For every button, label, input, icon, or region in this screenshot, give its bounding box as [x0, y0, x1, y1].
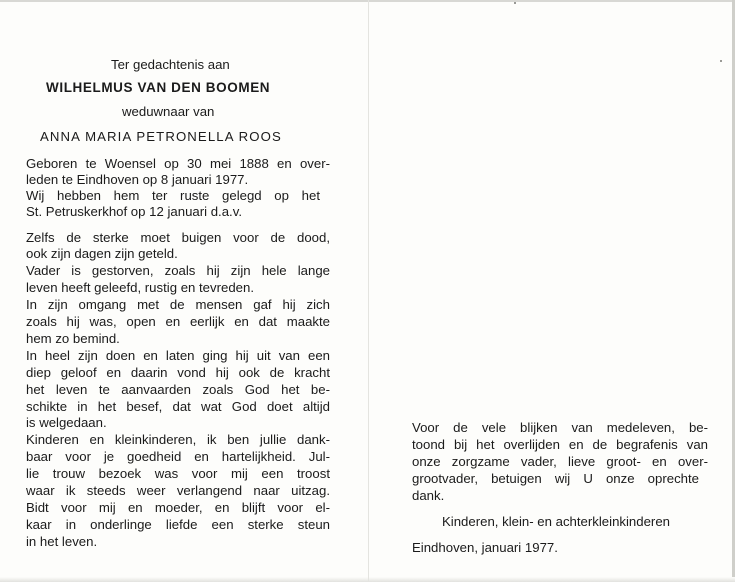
bio-line: Wij hebben hem ter ruste gelegd op het	[26, 188, 320, 203]
tribute-line: het leven te aanvaarden zoals God het be-	[26, 382, 330, 397]
place-date: Eindhoven, januari 1977.	[412, 540, 558, 555]
tribute-line: kaar in onderlinge liefde een sterke steun	[26, 517, 330, 532]
tribute-line: baar voor je goedheid en hartelijkheid. Jul-	[26, 449, 330, 464]
tribute-line: zoals hij was, open en eerlijk en dat maakte	[26, 314, 330, 329]
tribute-line: ook zijn dagen zijn geteld.	[26, 246, 178, 261]
tribute-line: In zijn omgang met de mensen gaf hij zich	[26, 297, 330, 312]
card-fold	[368, 0, 369, 582]
print-speck	[720, 60, 722, 62]
thanks-line: grootvader, betuigen wij U onze oprechte	[412, 471, 699, 486]
tribute-line: hem zo bemind.	[26, 331, 120, 346]
thanks-line: dank.	[412, 488, 445, 503]
memorial-line: Ter gedachtenis aan	[111, 57, 230, 72]
tribute-line: in het leven.	[26, 534, 98, 549]
bio-line: St. Petruskerkhof op 12 januari d.a.v.	[26, 204, 243, 219]
tribute-line: Bidt voor mij en moeder, en blijft voor el-	[26, 500, 330, 515]
thanks-line: onze zorgzame vader, lieve groot- en over-	[412, 454, 708, 469]
tribute-line: Vader is gestorven, zoals hij zijn hele lange	[26, 263, 330, 278]
family-signature: Kinderen, klein- en achterkleinkinderen	[442, 514, 670, 529]
tribute-line: diep geloof en daarin vond hij ook de kracht	[26, 365, 330, 380]
tribute-line: lie trouw bezoek was voor mij een troost	[26, 466, 330, 481]
spouse-name: ANNA MARIA PETRONELLA ROOS	[40, 129, 282, 144]
tribute-line: is welgedaan.	[26, 415, 107, 430]
bio-line: leden te Eindhoven op 8 januari 1977.	[26, 172, 249, 187]
deceased-name: WILHELMUS VAN DEN BOOMEN	[46, 80, 271, 95]
tribute-line: Kinderen en kleinkinderen, ik ben jullie dank-	[26, 432, 330, 447]
tribute-line: In heel zijn doen en laten ging hij uit van een	[26, 348, 330, 363]
thanks-line: Voor de vele blijken van medeleven, be-	[412, 420, 708, 435]
print-speck	[514, 2, 516, 4]
tribute-line: schikte in het besef, dat wat God doet altijd	[26, 399, 330, 414]
tribute-line: leven heeft geleefd, rustig en tevreden.	[26, 280, 255, 295]
tribute-line: Zelfs de sterke moet buigen voor de dood,	[26, 230, 330, 245]
relation-line: weduwnaar van	[122, 104, 215, 119]
thanks-line: toond bij het overlijden en de begrafenis van	[412, 437, 708, 452]
tribute-line: waar ik steeds weer verlangend naar uitzag.	[26, 483, 330, 498]
bio-line: Geboren te Woensel op 30 mei 1888 en over-	[26, 156, 330, 171]
